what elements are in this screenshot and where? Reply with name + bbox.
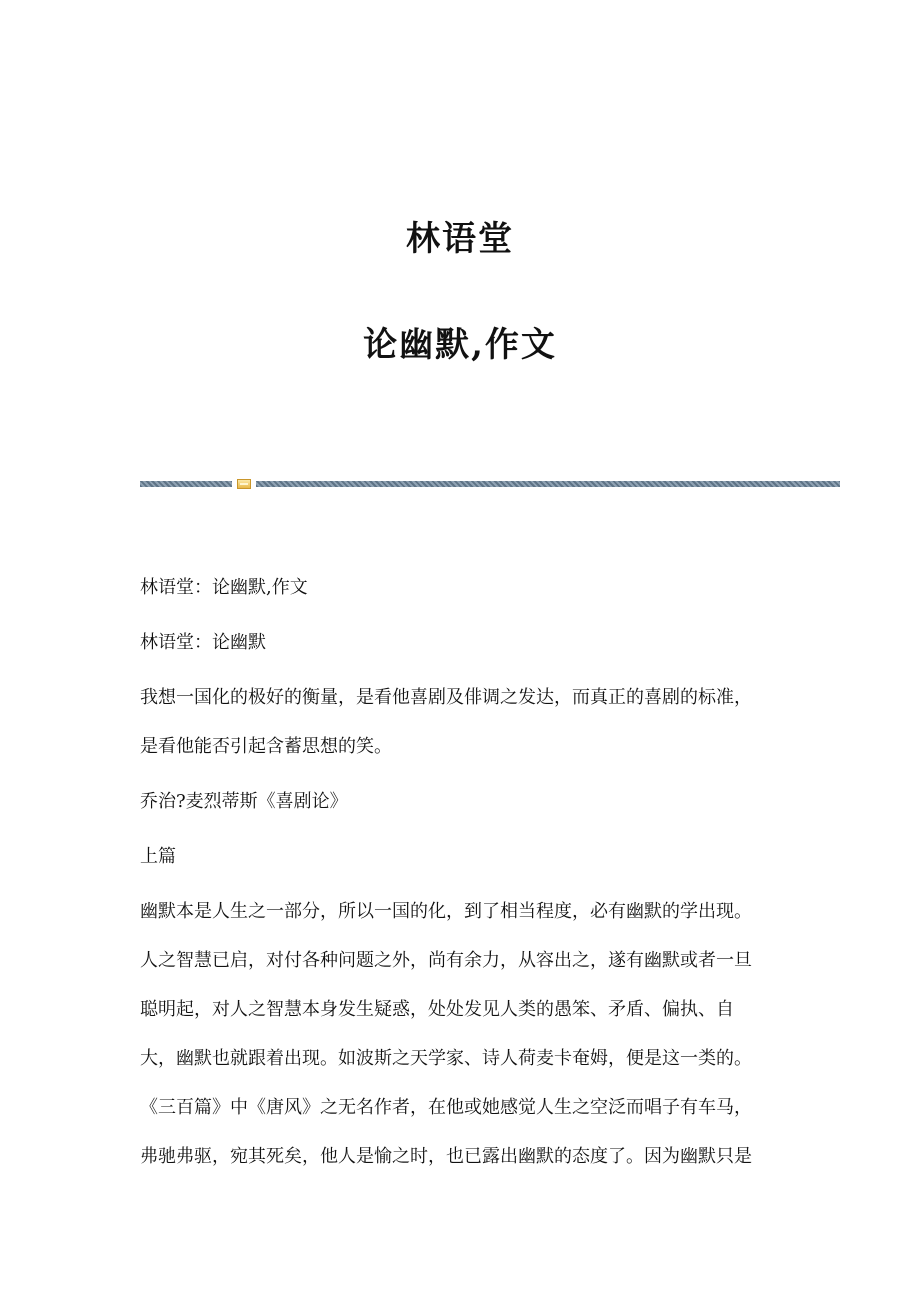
paragraph-line: 人之智慧已启，对付各种问题之外，尚有余力，从容出之，遂有幽默或者一旦 — [140, 950, 752, 971]
section-label: 上篇 — [140, 846, 176, 867]
document-body — [140, 570, 780, 1174]
divider-bar-right — [256, 481, 840, 487]
document-subtitle: 论幽默,作文 — [363, 325, 557, 365]
paragraph-line: 聪明起，对人之智慧本身发生疑惑，处处发见人类的愚笨、矛盾、偏执、自 — [140, 999, 734, 1020]
paragraph-line: 大，幽默也就跟着出现。如波斯之天学家、诗人荷麦卡奄姆，便是这一类的。 — [140, 1048, 752, 1069]
quote-line-1: 我想一国化的极好的衡量，是看他喜剧及俳调之发达，而真正的喜剧的标准， — [140, 687, 752, 708]
quote-attribution: 乔治?麦烈蒂斯《喜剧论》 — [140, 791, 348, 812]
heading-line-1: 林语堂：论幽默,作文 — [140, 577, 308, 598]
paragraph-line: 《三百篇》中《唐风》之无名作者，在他或她感觉人生之空泛而唱子有车马， — [140, 1097, 752, 1118]
ornamental-divider — [140, 478, 840, 490]
paragraph-line: 弗驰弗驱，宛其死矣，他人是愉之时，也已露出幽默的态度了。因为幽默只是 — [140, 1146, 752, 1167]
quote-line-2: 是看他能否引起含蓄思想的笑。 — [140, 736, 392, 757]
divider-ornament-icon — [237, 479, 251, 489]
divider-bar-left — [140, 481, 232, 487]
document-title: 林语堂 — [406, 219, 514, 259]
paragraph-line: 幽默本是人生之一部分，所以一国的化，到了相当程度，必有幽默的学出现。 — [140, 901, 752, 922]
heading-line-2: 林语堂：论幽默 — [140, 632, 266, 653]
